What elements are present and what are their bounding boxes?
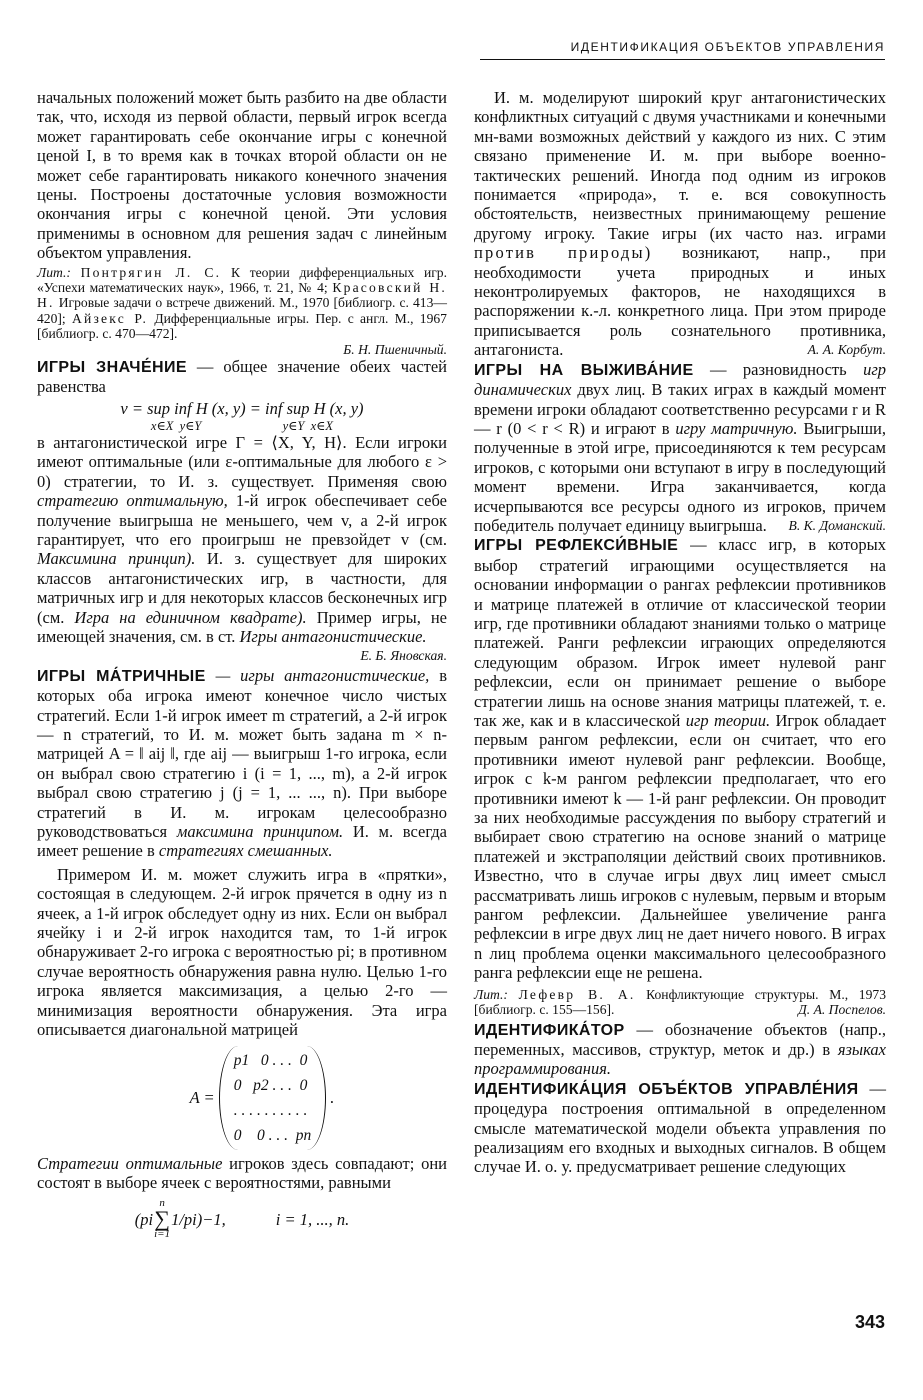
- article-value: [37, 357, 447, 397]
- author-signature: А. А. Корбут.: [807, 342, 886, 358]
- lit-author: Лефевр В. А.: [518, 986, 636, 1002]
- left-column: [37, 88, 447, 1242]
- author-signature: Д. А. Поспелов.: [798, 1002, 886, 1018]
- text: двух лиц. В таких играх в каждый момент времени игроки обладают соответственно ресурсами r и R — r (0 < r < R) и играют в: [474, 380, 886, 438]
- text: Выигрыши, полученные в этой игре, присоединяются к тем ресурсам игроков, с которыми они вступают в игру в последующий момент времени. Игра заканчивается, когда исчерпываются все ресурсы одного из игроков, причем победитель получает единицу выигрыша.: [474, 418, 886, 535]
- cross-reference: стратегию оптимальную,: [37, 491, 228, 511]
- lit-text: Конфликтующие структуры. М., 1973 [библиогр. с. 155—156].: [474, 986, 886, 1018]
- cross-reference: стратегиях смешанных.: [158, 841, 333, 861]
- headword: ИГРЫ РЕФЛЕКСИ́ВНЫЕ: [474, 537, 679, 555]
- lit-text: Дифференциальные игры. Пер. с англ. М., 1967 [библиогр. с. 470—472].: [37, 310, 447, 342]
- text: — общее значение обеих частей равенства: [37, 356, 448, 397]
- matrix-formula: [77, 1046, 447, 1150]
- article-identifier: [474, 1020, 886, 1079]
- article-matrix: [37, 666, 447, 861]
- text: Игрок обладает первым рангом рефлексии, если он считает, что его противники имеют нулевой ранг рефлексии. Вообще, игрок с k-м рангом рефлексии предполагает, что его противники имеют k — 1-й ранг рефлексии. Он проводит за них необходимые рассуждения по выбору стратегий и выбирает свою стратегию на основе знаний о матрице платежей и экстраполяции действий своих противников. Известно, что в случае игры двух лиц имеет смысл рассматривать лишь игроков с нулевым, первым и вторым рангом рефлексии. Дальнейшее увеличение ранга рефлексии в игре двух лиц не дает ничего нового. В играх n лиц проблема оценки максимального целесообразного ранга рефлексии еще не решена.: [474, 711, 887, 983]
- text: — класс игр, в которых выбор стратегий играющими осуществляется на основании информации о рангах рефлексии противников и матрице платежей в отличие от классической теории игр, где противники обладают знаниями только о матрице платежей. Ранги рефлексии играющих определяются следующим образом. Игрок имеет нулевой ранг рефлексии, если он принимает решение о выборе стратегии лишь на основе знания матрицы платежей, т. е. так же, как и в классической: [474, 535, 887, 730]
- headword: ИДЕНТИФИКА́ЦИЯ ОБЪЕ́КТОВ УПРАВЛЕ́НИЯ: [474, 1080, 859, 1098]
- cross-reference: игр динамических: [474, 359, 887, 400]
- right-column: [474, 88, 886, 1177]
- article-reflexive: [474, 535, 886, 982]
- lit-label: Лит.:: [37, 264, 71, 280]
- cross-reference: Игра на единичном квадрате).: [74, 607, 307, 627]
- sum-operator: [154, 1198, 170, 1240]
- text: Пример игры, не имеющей значения, см. в ст.: [37, 607, 447, 646]
- literature: [474, 987, 886, 1018]
- formula-value-subscripts: x∈X y∈Y y∈Y x∈X: [150, 418, 334, 433]
- formula-left: (pi: [134, 1209, 154, 1229]
- formula-tail: i = 1, ..., n.: [275, 1209, 350, 1229]
- probability-formula: [37, 1198, 447, 1240]
- matrix-row: 0 0 . . . pn: [233, 1126, 312, 1144]
- article-survival: [474, 360, 886, 536]
- paragraph: [474, 88, 886, 360]
- text: И. м. всегда имеет решение в: [37, 822, 448, 861]
- sum-upper-limit: n: [159, 1197, 165, 1210]
- text: И. м. моделируют широкий круг антагонистических конфликтных ситуаций с двумя участниками и конечными мн-вами возможных действий у каждого из них. С этим связано применение И. м. при выборе военно-тактических решений. Иногда под одним из игроков понимается «природа», т. е. вся совокупность обстоятельств, неизвестных принимающему решение другому игроку. Такие игры (их часто наз. играми: [474, 88, 886, 243]
- author-signature: Б. Н. Пшеничный.: [343, 341, 447, 357]
- paragraph: [37, 1154, 447, 1193]
- author-signature: В. К. Доманский.: [788, 517, 886, 533]
- author-signature: Е. Б. Яновская.: [360, 648, 447, 664]
- formula-right: 1/pi)−1,: [171, 1209, 226, 1229]
- matrix-period: .: [330, 1087, 335, 1107]
- paragraph: Примером И. м. может служить игра в «прятки», состоящая в следующем. 2-й игрок прячется в одну из n ячеек, а 1-й игрок обследует одну из них. Если он выбрал ячейку i и 2-й игрок находится там, то 1-й игрок обнаруживает 2-го игрока с вероятностью pi; в противном случае вероятность обнаружения равна нулю. Целью 1-го игрока является максимизация, а целью 2-го — минимизация вероятности обнаружения. Эта игра описывается диагональной матрицей: [37, 864, 447, 1040]
- text: игроков здесь совпадают; они состоят в выборе ячеек с вероятностями, равными: [37, 1153, 447, 1192]
- sum-lower-limit: i=1: [154, 1228, 171, 1241]
- cross-reference: Стратегии оптимальные: [37, 1153, 223, 1173]
- matrix-row: . . . . . . . . . .: [233, 1101, 308, 1119]
- matrix-row: p1 0 . . . 0: [233, 1051, 308, 1069]
- lit-author: Понтрягин Л. С.: [80, 264, 222, 280]
- lit-text: Игровые задачи о встрече движений. М., 1970 [библиогр. с. 413—420];: [37, 295, 447, 326]
- text: в антагонистической игре Γ = ⟨X, Y, H⟩. Если игроки имеют оптимальные (или ε-оптимальные для любого ε > 0) стратегии, то И. з. существует. Применяя свою: [37, 432, 447, 491]
- headword: ИГРЫ ЗНАЧЕ́НИЕ: [37, 358, 187, 376]
- matrix-lhs: A =: [189, 1087, 215, 1107]
- lit-text: К теории дифференциальных игр. «Успехи математических наук», 1966, т. 21, № 4;: [37, 264, 447, 296]
- text: — обозначение объектов (напр., переменных, массивов, структур, меток и др.) в: [474, 1019, 886, 1059]
- cross-reference: — игры антагонистические,: [215, 665, 430, 685]
- text: И. з. существует для широких классов антагонистических игр, в частности, для матричных игр и для некоторых классов бесконечных игр (см.: [37, 549, 447, 627]
- running-head: ИДЕНТИФИКАЦИЯ ОБЪЕКТОВ УПРАВЛЕНИЯ: [480, 40, 885, 60]
- text: возникают, напр., при необходимости учета природных и иных неконтролируемых факторов, не находящихся в распоряжении к.-л. конкретного лица. При этом природе приписывается роль сознательного противника, антагониста.: [474, 243, 886, 360]
- paragraph: [37, 432, 448, 664]
- lit-label: Лит.:: [474, 986, 508, 1002]
- literature: [37, 265, 447, 342]
- cross-reference: Игры антагонистические.: [239, 626, 427, 646]
- text: в которых оба игрока имеют конечное число чистых стратегий. Если 1-й игрок имеет m стратегий, а 2-й игрок — n стратегий, то И. м. может быть задана m × n-матрицей A = ‖ aij ‖, где aij — выигрыш 1-го игрока, если он выбрал свою стратегию i (i = 1, ..., m), а 2-й игрок выбрал свою стратегию j (j = 1, ... ..., n). При выборе стратегий в И. м. игрокам целесообразно руководствоваться: [37, 665, 448, 842]
- cross-reference: Максимина принцип).: [37, 549, 196, 569]
- text: — процедура построения оптимальной в определенном смысле математической модели объекта управления по реализациям его входных и выходных сигналов. В общем случае И. о. у. предусматривает решение следующих: [474, 1078, 887, 1177]
- text: 1-й игрок обеспечивает себе получение выигрыша не меньшего, чем v, а 2-й игрок гарантирует, что его проигрыш не превзойдет v (см.: [37, 491, 448, 549]
- article-identification: [474, 1079, 886, 1177]
- formula-value: v = sup inf H (x, y) = inf sup H (x, y): [120, 398, 364, 418]
- cross-reference: игр теории.: [685, 711, 771, 730]
- cross-reference: языках программирования.: [474, 1039, 886, 1079]
- text: — разновидность: [709, 359, 847, 379]
- matrix-row: 0 p2 . . . 0: [233, 1076, 308, 1094]
- cross-reference: игру матричную.: [675, 418, 798, 438]
- page-number: 343: [854, 1312, 885, 1332]
- diagonal-matrix: [219, 1046, 327, 1150]
- paragraph: начальных положений может быть разбито на две области так, что, исходя из первой области, первый игрок всегда может гарантировать себе окончание игры с конечной ценой I, в то время как в точках второй области он не может себе гарантировать никакого конечного значения цены. Построены достаточные условия возможности окончания игры с конечной ценой. Эти условия применимы в основном для решения задач с линейным объектом управления.: [37, 88, 447, 263]
- headword: ИГРЫ МА́ТРИЧНЫЕ: [37, 667, 206, 685]
- headword: ИГРЫ НА ВЫЖИВА́НИЕ: [474, 361, 694, 379]
- headword: ИДЕНТИФИКА́ТОР: [474, 1021, 625, 1039]
- sigma-symbol: ∑: [154, 1206, 170, 1232]
- spaced-term: против природы): [474, 243, 653, 263]
- cross-reference: максимина принципом.: [176, 822, 344, 842]
- lit-author: Айзекс Р.: [71, 310, 149, 326]
- lit-author: Красовский Н. Н.: [37, 280, 447, 311]
